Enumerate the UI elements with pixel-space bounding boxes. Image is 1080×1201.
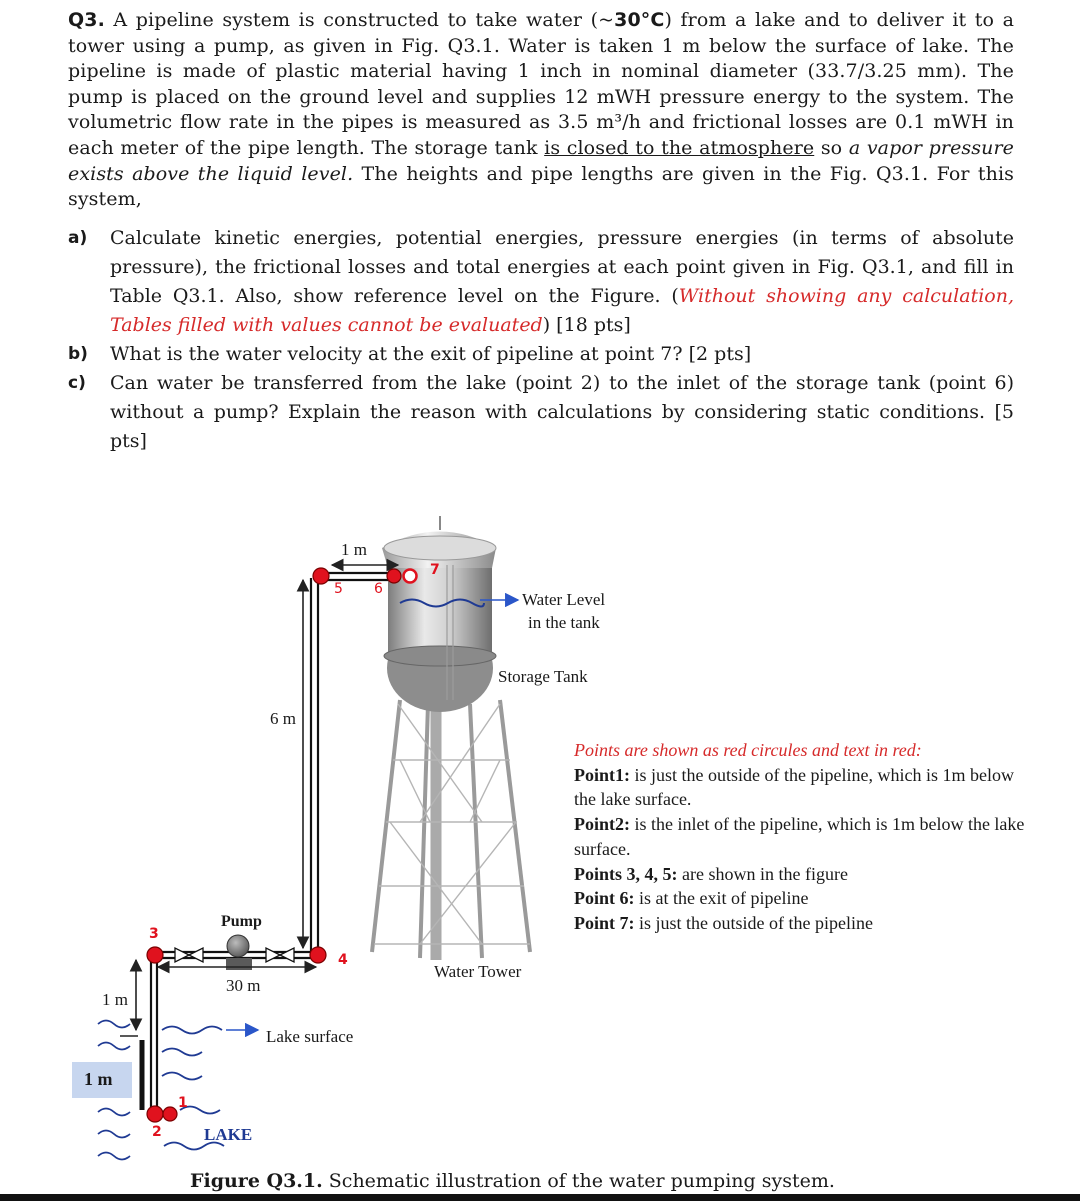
point-5-marker bbox=[313, 568, 329, 584]
dim-box-1m: 1 m bbox=[84, 1069, 113, 1089]
notes-header: Points are shown as red circules and text in red: bbox=[574, 740, 922, 760]
point-2-marker bbox=[147, 1106, 163, 1122]
point-1-label: 1 bbox=[178, 1095, 188, 1111]
storage-tank-label: Storage Tank bbox=[498, 667, 588, 686]
point-5-label: 5 bbox=[334, 581, 343, 597]
part-c: c) Can water be transferred from the lake (point 2) to the inlet of the storage tank (point 6) without a pump? Explain the reason with calculations by considering static conditions. [5 pts] bbox=[68, 372, 1014, 452]
point-2-label: 2 bbox=[152, 1124, 162, 1140]
point-1-marker bbox=[163, 1107, 177, 1121]
point-6-marker bbox=[387, 569, 401, 583]
part-b: b) What is the water velocity at the exit of pipeline at point 7? [2 pts] bbox=[68, 343, 752, 365]
water-level-label-2: in the tank bbox=[528, 613, 600, 632]
dim-left-1m: 1 m bbox=[102, 990, 128, 1009]
water-level-label: Water Level bbox=[522, 590, 606, 609]
question-number: Q3. bbox=[68, 9, 105, 31]
dim-6m: 6 m bbox=[270, 709, 296, 728]
note-point-7: Point 7: is just the outside of the pipeline bbox=[574, 912, 873, 933]
point-3-marker bbox=[147, 947, 163, 963]
note-point-6: Point 6: is at the exit of pipeline bbox=[574, 888, 809, 909]
note-point-1: Point1: is just the outside of the pipeline, which is 1m below the lake surface. bbox=[574, 764, 1014, 810]
points-notes bbox=[574, 738, 1034, 936]
point-4-marker bbox=[310, 947, 326, 963]
lake-label: LAKE bbox=[204, 1125, 253, 1144]
note-point-2: Point2: is the inlet of the pipeline, which is 1m below the lake surface. bbox=[574, 814, 1025, 859]
note-points-3-4-5: Points 3, 4, 5: are shown in the figure bbox=[574, 863, 848, 884]
page-bottom-border bbox=[0, 1194, 1080, 1201]
point-7-label: 7 bbox=[430, 562, 440, 578]
pump-label: Pump bbox=[221, 913, 262, 930]
point-3-label: 3 bbox=[149, 926, 159, 942]
point-4-label: 4 bbox=[338, 952, 348, 968]
figure-caption: Figure Q3.1. Schematic illustration of the water pumping system. bbox=[190, 1170, 835, 1192]
part-a: a) Calculate kinetic energies, potential energies, pressure energies (in terms of absolute pressure), the frictional losses and total energies at each point given in Fig. Q3.1, and fill in Table Q3.1. Also, show reference level on the Figure. (Without showing any calculation, Tables filled with values cannot be evaluated) [18 pts] bbox=[68, 227, 1014, 336]
point-6-label: 6 bbox=[374, 581, 383, 597]
question-text: Q3. A pipeline system is constructed to take water (~30°C) from a lake and to deliver it to a tower using a pump, as given in Fig. Q3.1. Water is taken 1 m below the surface of lake. The pipeline is made of plastic material having 1 inch in nominal diameter (33.7/3.25 mm). The pump is placed on the ground level and supplies 12 mWH pressure energy to the system. The volumetric flow rate in the pipes is measured as 3.5 m³/h and frictional losses are 0.1 mWH in each meter of the pipe length. The storage tank is closed to the atmosphere so a vapor pressure exists above the liquid level. The heights and pipe lengths are given in the Fig. Q3.1. For this system, bbox=[68, 9, 1015, 211]
dim-30m: 30 m bbox=[226, 976, 261, 995]
lake-surface-label: Lake surface bbox=[266, 1027, 354, 1046]
water-tower-label: Water Tower bbox=[434, 962, 522, 981]
dim-top-1m: 1 m bbox=[341, 540, 367, 559]
point-7-marker bbox=[404, 570, 417, 583]
